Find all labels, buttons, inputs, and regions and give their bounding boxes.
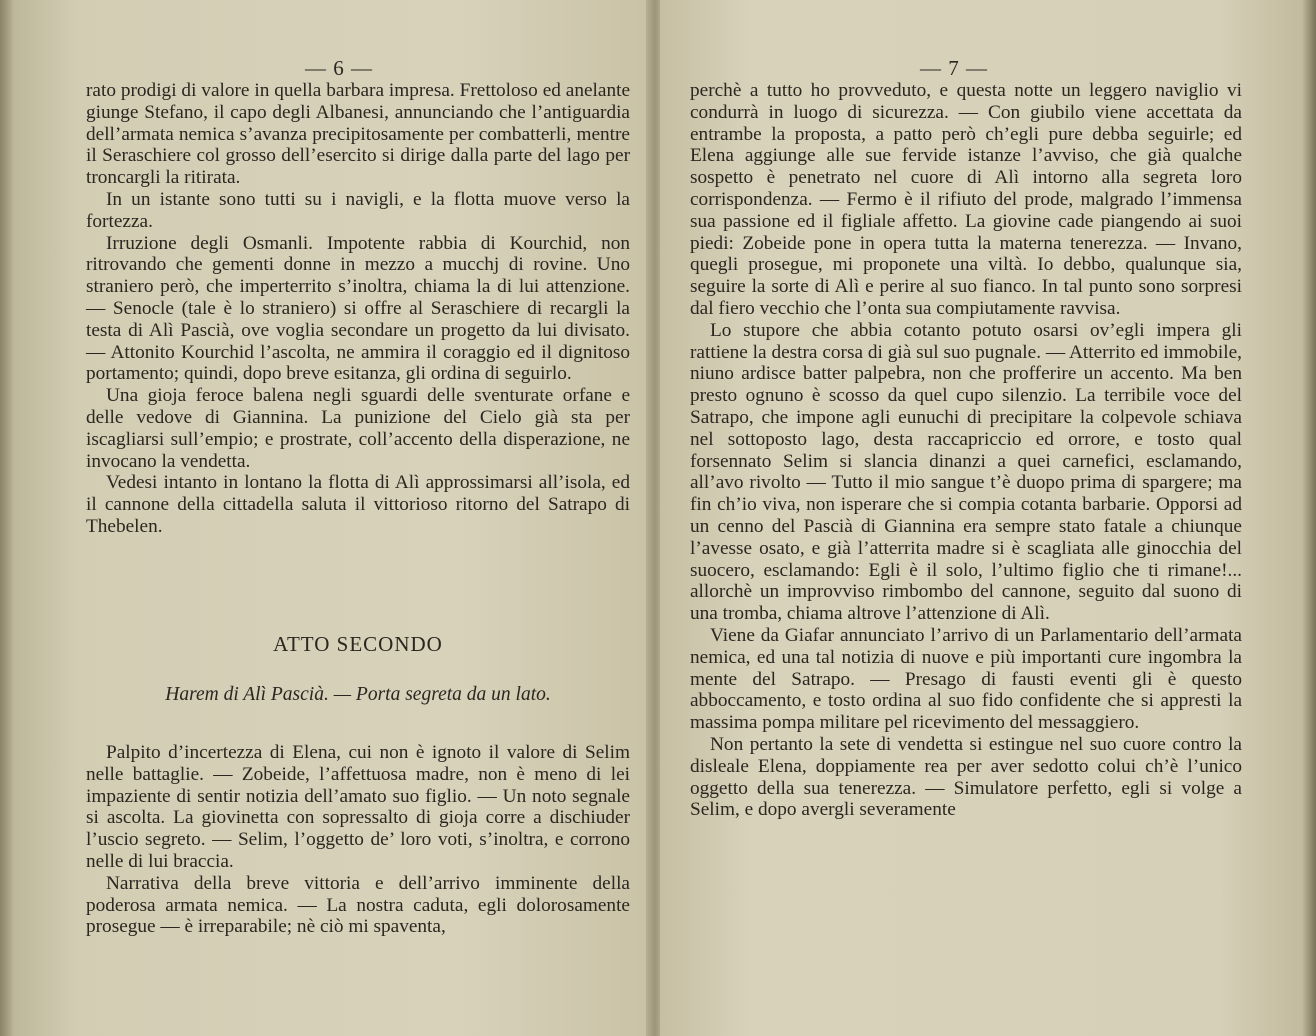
paragraph: In un istante sono tutti su i navigli, e la flotta muove verso la fortezza.: [86, 188, 630, 232]
paragraph: Palpito d’incertezza di Elena, cui non è ignoto il valore di Selim nelle battaglie. — Zobeide, l’affettuosa madre, non è meno di lei impaziente di sentir notizia dell’amato suo figlio. — Un noto segnale si ascolta. La giovinetta con sopressalto di gioja corre a dischiuder l’uscio segreto. — Selim, l’oggetto de’ loro voti, s’inoltra, e corrono nelle di lui braccia.: [86, 742, 630, 872]
left-page: [0, 0, 652, 1036]
paragraph: Una gioja feroce balena negli sguardi delle sventurate orfane e delle vedove di Giannina. La punizione del Cielo già sta per iscagliarsi sull’empio; e prostrate, coll’accento della disperazione, ne invocano la vendetta.: [86, 385, 630, 472]
paragraph: Narrativa della breve vittoria e dell’arrivo imminente della poderosa armata nemica. — La nostra caduta, egli dolorosamente prosegue — è irreparabile; nè ciò mi spaventa,: [86, 872, 630, 938]
paragraph: rato prodigi di valore in quella barbara impresa. Frettoloso ed anelante giunge Stefano, il capo degli Albanesi, annunciando che l’antiguardia dell’armata nemica s’avanza precipitosamente per combatterli, mentre il Seraschiere col grosso dell’esercito si dirige dalla parte del lago per troncargli la ritirata.: [86, 80, 630, 189]
text-block-top: [86, 80, 630, 538]
scene-heading: Harem di Alì Pascià. — Porta segreta da un lato.: [165, 684, 551, 705]
right-page: [660, 0, 1316, 1036]
act-title: ATTO SECONDO: [273, 632, 443, 656]
paragraph: Non pertanto la sete di vendetta si estingue nel suo cuore contro la disleale Elena, doppiamente rea per aver sedotto colui ch’è l’unico oggetto della sua tenerezza. — Simulatore perfetto, egli si volge a Selim, e dopo avergli severamente: [690, 733, 1242, 821]
page-number: — 6 —: [305, 56, 373, 80]
page-edge-shadow: [1302, 0, 1316, 1036]
paragraph: Irruzione degli Osmanli. Impotente rabbia di Kourchid, non ritrovando che gementi donne in mezzo a mucchj di rovine. Uno straniero però, che imperterrito s’inoltra, chiama la di lui attenzione. — Senocle (tale è lo straniero) si offre al Seraschiere di recargli la testa di Alì Pascià, ove voglia secondare un progetto da lui divisato. — Attonito Kourchid l’ascolta, ne ammira il coraggio ed il dignitoso portamento; quindi, dopo breve esitanza, gli ordina di seguirlo.: [86, 232, 630, 385]
paragraph: Lo stupore che abbia cotanto potuto osarsi ov’egli impera gli rattiene la destra corsa di già sul suo pugnale. — Atterrito ed immobile, niuno ardisce batter palpebra, non che profferire un accento. Ma ben presto ognuno è scosso da quel cupo silenzio. La terribile voce del Satrapo, che impone agli eunuchi di precipitare la colpevole schiava nel sottoposto lago, desta raccapriccio ed orrore, e tosto qual forsennato Selim si slancia dinanzi a quei carnefici, esclamando, all’avo rivolto — Tutto il mio sangue t’è duopo prima di spargere; ma fin ch’io viva, non isperare che si compia cotanta barbarie. Opporsi ad un cenno del Pascià di Giannina era sempre stato fatale a chiunque l’avesse osato, e già l’atterrita madre si è scagliata alle ginocchia del suocero, esclamando: Egli è il solo, l’ultimo figlio che ti rimane!... allorchè un improvviso rimbombo del cannone, seguito dal suono di una tromba, chiama altrove l’attenzione di Alì.: [690, 319, 1242, 625]
text-block-bottom: [86, 742, 630, 938]
paragraph: perchè a tutto ho provveduto, e questa notte un leggero naviglio vi condurrà in luogo di sicurezza. — Con giubilo viene accettata da entrambe la proposta, a patto però ch’egli pure debba seguirle; ed Elena aggiunge alle sue fervide istanze l’avviso, che già qualche sospetto è penetrato nel cuore di Alì intorno alla segreta loro corrispondenza. — Fermo è il rifiuto del prode, malgrado l’immensa sua passione ed il figliale affetto. La giovine cade piangendo ai suoi piedi: Zobeide pone in opera tutta la materna tenerezza. — Invano, quegli prosegue, mi proponete una viltà. Io debbo, qualunque sia, seguire la sorte di Alì e perire al suo fianco. In tal punto sono sorpresi dal fiero vecchio che l’onta sua compiutamente ravvisa.: [690, 80, 1242, 319]
page-number: — 7 —: [920, 56, 988, 80]
page-edge-shadow: [0, 0, 14, 1036]
paragraph: Vedesi intanto in lontano la flotta di Alì approssimarsi all’isola, ed il cannone della cittadella saluta il vittorioso ritorno del Satrapo di Thebelen.: [86, 472, 630, 537]
text-block: [690, 80, 1242, 821]
paragraph: Viene da Giafar annunciato l’arrivo di un Parlamentario dell’armata nemica, ed una tal notizia di nuove e più importanti cure ingombra la mente del Satrapo. — Presago di fausti eventi gli è questo abboccamento, e tosto ordina al suo fido confidente che si appresti la massima pompa militare pel ricevimento del messaggiero.: [690, 624, 1242, 734]
